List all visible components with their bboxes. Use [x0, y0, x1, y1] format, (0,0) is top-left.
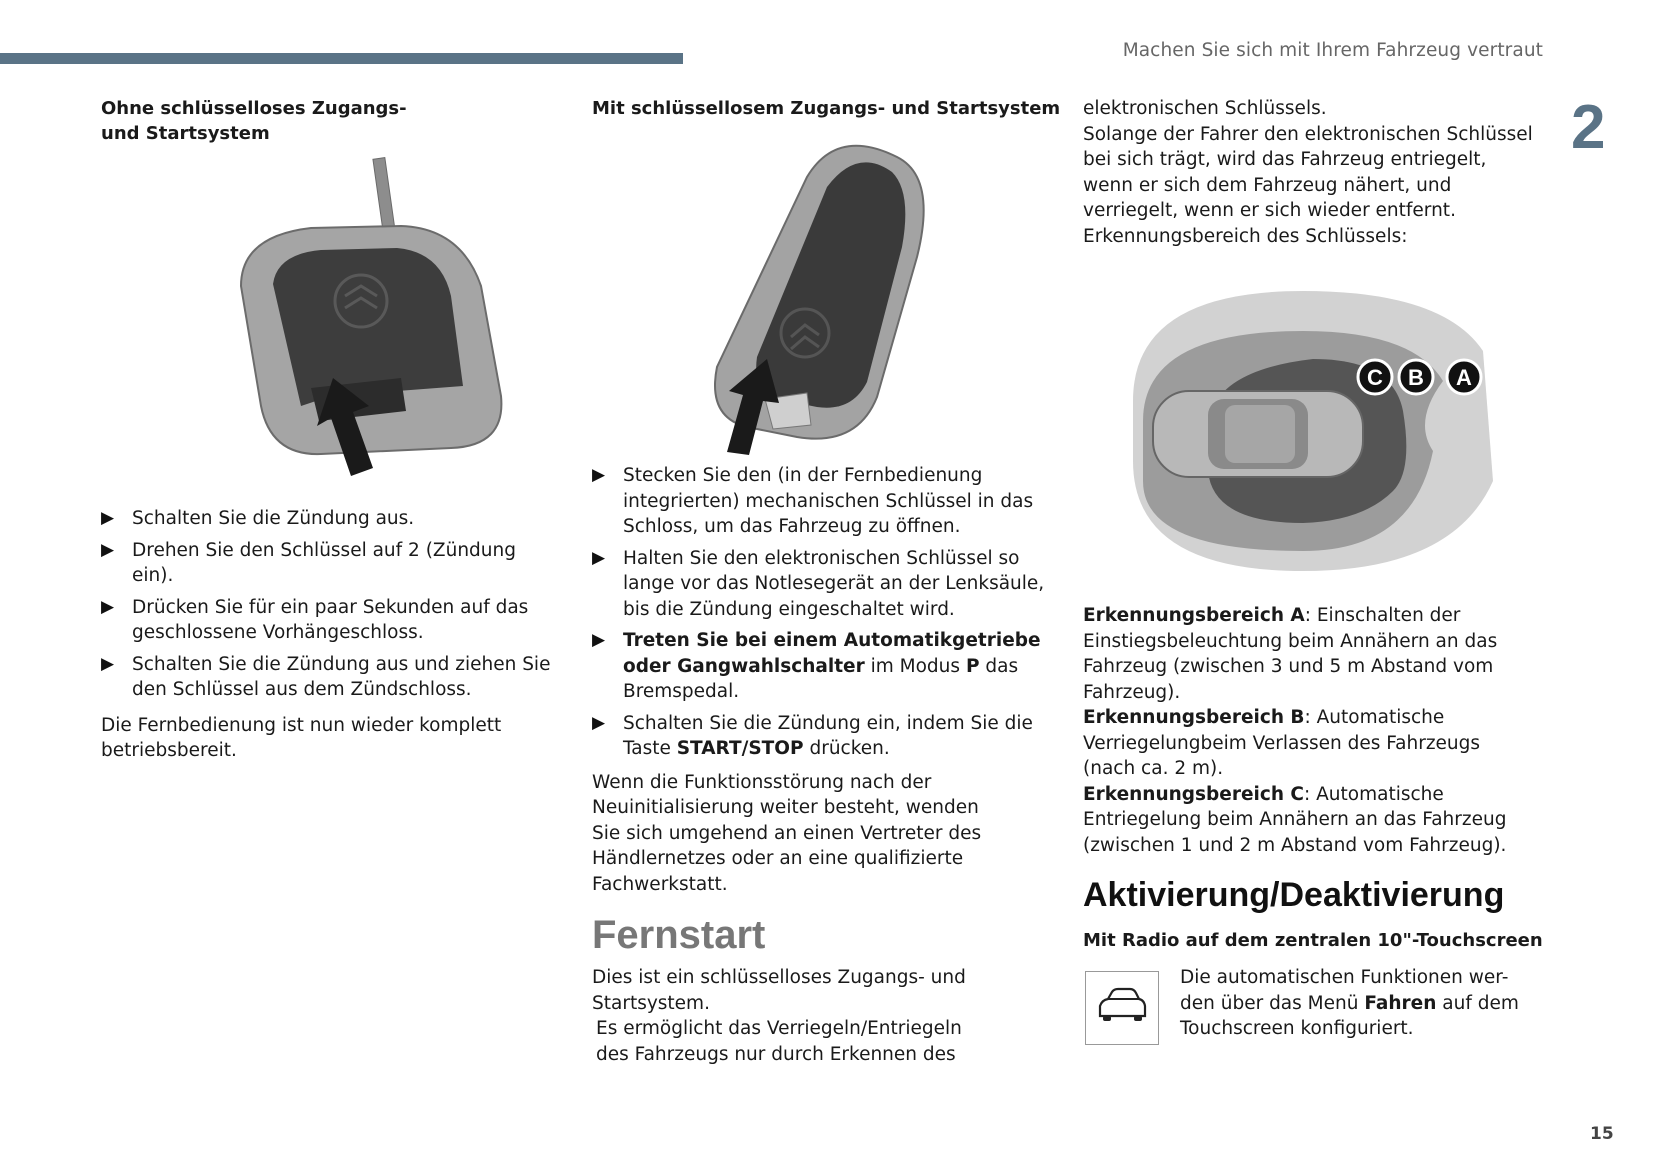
bullet-arrow-icon: ▶: [101, 596, 115, 617]
bullet-list-without-keyless: [101, 506, 563, 703]
column-without-keyless: [101, 96, 563, 764]
smart-key-illustration: [687, 137, 987, 457]
detection-zone-diagram: [1113, 271, 1513, 581]
page-number: 15: [1590, 1124, 1614, 1144]
car-icon: [1086, 972, 1157, 1043]
touchscreen-hint-text: Die automatischen Funktionen wer-den über das Menü Fahren auf dem Touchscreen konfiguriert.: [1180, 967, 1519, 1039]
touchscreen-hint: [1083, 965, 1543, 1055]
column-with-keyless: [592, 96, 1061, 1067]
list-item: ▶ Drehen Sie den Schlüssel auf 2 (Zündung ein).: [101, 539, 516, 586]
running-head: Machen Sie sich mit Ihrem Fahrzeug vertraut: [1122, 40, 1543, 61]
bullet-arrow-icon: ▶: [592, 465, 606, 485]
bullet-arrow-icon: ▶: [592, 547, 606, 568]
fernstart-paragraph-1: Dies ist ein schlüsselloses Zugangs- und Startsystem.: [592, 967, 966, 1014]
column-detection-zones: [1083, 96, 1543, 1055]
section-title-activation: Aktivierung/Deaktivierung: [1083, 876, 1505, 914]
driving-menu-icon: [1085, 971, 1159, 1045]
zone-b-letter: B: [1408, 365, 1424, 390]
header-accent-bar: [0, 53, 683, 64]
subhead-with-keyless: Mit schlüssellosem Zugangs- und Startsystem: [592, 98, 1061, 119]
section-title-fernstart: Fernstart: [592, 913, 766, 957]
bullet-arrow-icon: ▶: [101, 539, 115, 560]
bullet-arrow-icon: ▶: [592, 630, 606, 650]
subhead-radio-touchscreen: Mit Radio auf dem zentralen 10"-Touchscreen: [1083, 930, 1543, 951]
chapter-number: 2: [1571, 93, 1606, 162]
car-top-view-icon: [1153, 391, 1363, 477]
bullet-arrow-icon: ▶: [101, 508, 115, 528]
closing-paragraph: Die Fernbedienung ist nun wieder komplett betriebsbereit.: [101, 714, 502, 761]
bullet-list-with-keyless: [592, 463, 1052, 762]
bullet-arrow-icon: ▶: [592, 712, 606, 733]
list-item: ▶ Schalten Sie die Zündung ein, indem Sie die Taste START/STOP drücken.: [592, 712, 1033, 759]
list-item: ▶ Schalten Sie die Zündung aus und ziehen Sie den Schlüssel aus dem Zündschloss.: [101, 653, 551, 700]
zone-b-description: Erkennungsbereich B: Automatische Verriegelungbeim Verlassen des Fahrzeugs (nach ca. 2 m).: [1083, 707, 1481, 779]
zone-a-description: Erkennungsbereich A: Einschalten der Einstiegsbeleuchtung beim Annähern an das Fahrzeug (zwischen 3 und 5 m Abstand vom Fahrzeug).: [1083, 605, 1498, 703]
detection-intro: elektronischen Schlüssels. Solange der Fahrer den elektronischen Schlüssel bei sich trägt, wird das Fahrzeug entriegelt, wenn er sich dem Fahrzeug nähert, und verriegelt, wenn er sich wieder entfernt. Erkennungsbereich des Schlüssels:: [1083, 98, 1533, 247]
zone-a-letter: A: [1456, 365, 1472, 390]
list-item: ▶ Stecken Sie den (in der Fernbedienung integrierten) mechanischen Schlüssel in das Schloss, um das Fahrzeug zu öffnen.: [592, 465, 1034, 537]
zone-c-letter: C: [1367, 365, 1383, 390]
malfunction-paragraph: Wenn die Funktionsstörung nach der Neuinitialisierung weiter besteht, wenden Sie sich umgehend an einen Vertreter des Händlernetzes oder an eine qualifizierte Fachwerkstatt.: [592, 771, 982, 895]
list-item: ▶ Halten Sie den elektronischen Schlüssel so lange vor das Notlesegerät an der Lenksäule, bis die Zündung eingeschaltet wird.: [592, 547, 1045, 620]
subhead-without-keyless: Ohne schlüsselloses Zugangs- und Startsystem: [101, 98, 407, 144]
list-item: ▶ Drücken Sie für ein paar Sekunden auf das geschlossene Vorhängeschloss.: [101, 596, 529, 643]
fernstart-paragraph-2: Es ermöglicht das Verriegeln/Entriegeln des Fahrzeugs nur durch Erkennen des: [596, 1018, 962, 1065]
zone-c-description: Erkennungsbereich C: Automatische Entriegelung beim Annähern an das Fahrzeug (zwischen 1 und 2 m Abstand vom Fahrzeug).: [1083, 783, 1507, 856]
key-fob-illustration: [201, 156, 561, 496]
list-item: ▶ Treten Sie bei einem Automatikgetriebe oder Gangwahlschalter im Modus P das Bremspedal.: [592, 630, 1041, 702]
list-item: ▶ Schalten Sie die Zündung aus.: [101, 506, 563, 532]
bullet-arrow-icon: ▶: [101, 653, 115, 674]
